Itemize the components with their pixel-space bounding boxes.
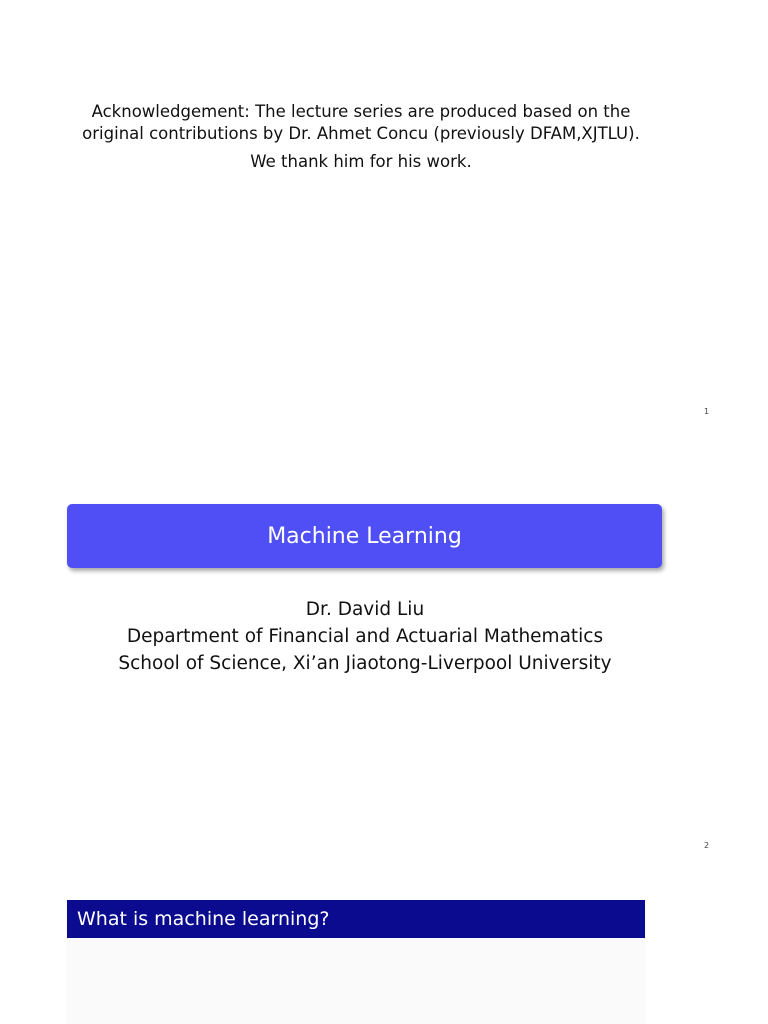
section-body bbox=[67, 938, 645, 1024]
acknowledgement-line-3: We thank him for his work. bbox=[250, 152, 472, 171]
section-heading-bar bbox=[67, 900, 645, 938]
school-name: School of Science, Xi’an Jiaotong-Liverpool University bbox=[118, 653, 612, 674]
author-name: Dr. David Liu bbox=[305, 599, 425, 620]
department-name: Department of Financial and Actuarial Mathematics bbox=[126, 626, 604, 647]
section-heading: What is machine learning? bbox=[77, 908, 330, 930]
acknowledgement-line-1: Acknowledgement: The lecture series are produced based on the bbox=[91, 102, 631, 121]
page-number: 2 bbox=[704, 841, 710, 850]
page-number: 1 bbox=[704, 407, 710, 416]
acknowledgement-line-2: original contributions by Dr. Ahmet Concu (previously DFAM,XJTLU). bbox=[82, 124, 640, 143]
slide-title: Machine Learning bbox=[267, 523, 462, 549]
title-box bbox=[67, 504, 662, 568]
